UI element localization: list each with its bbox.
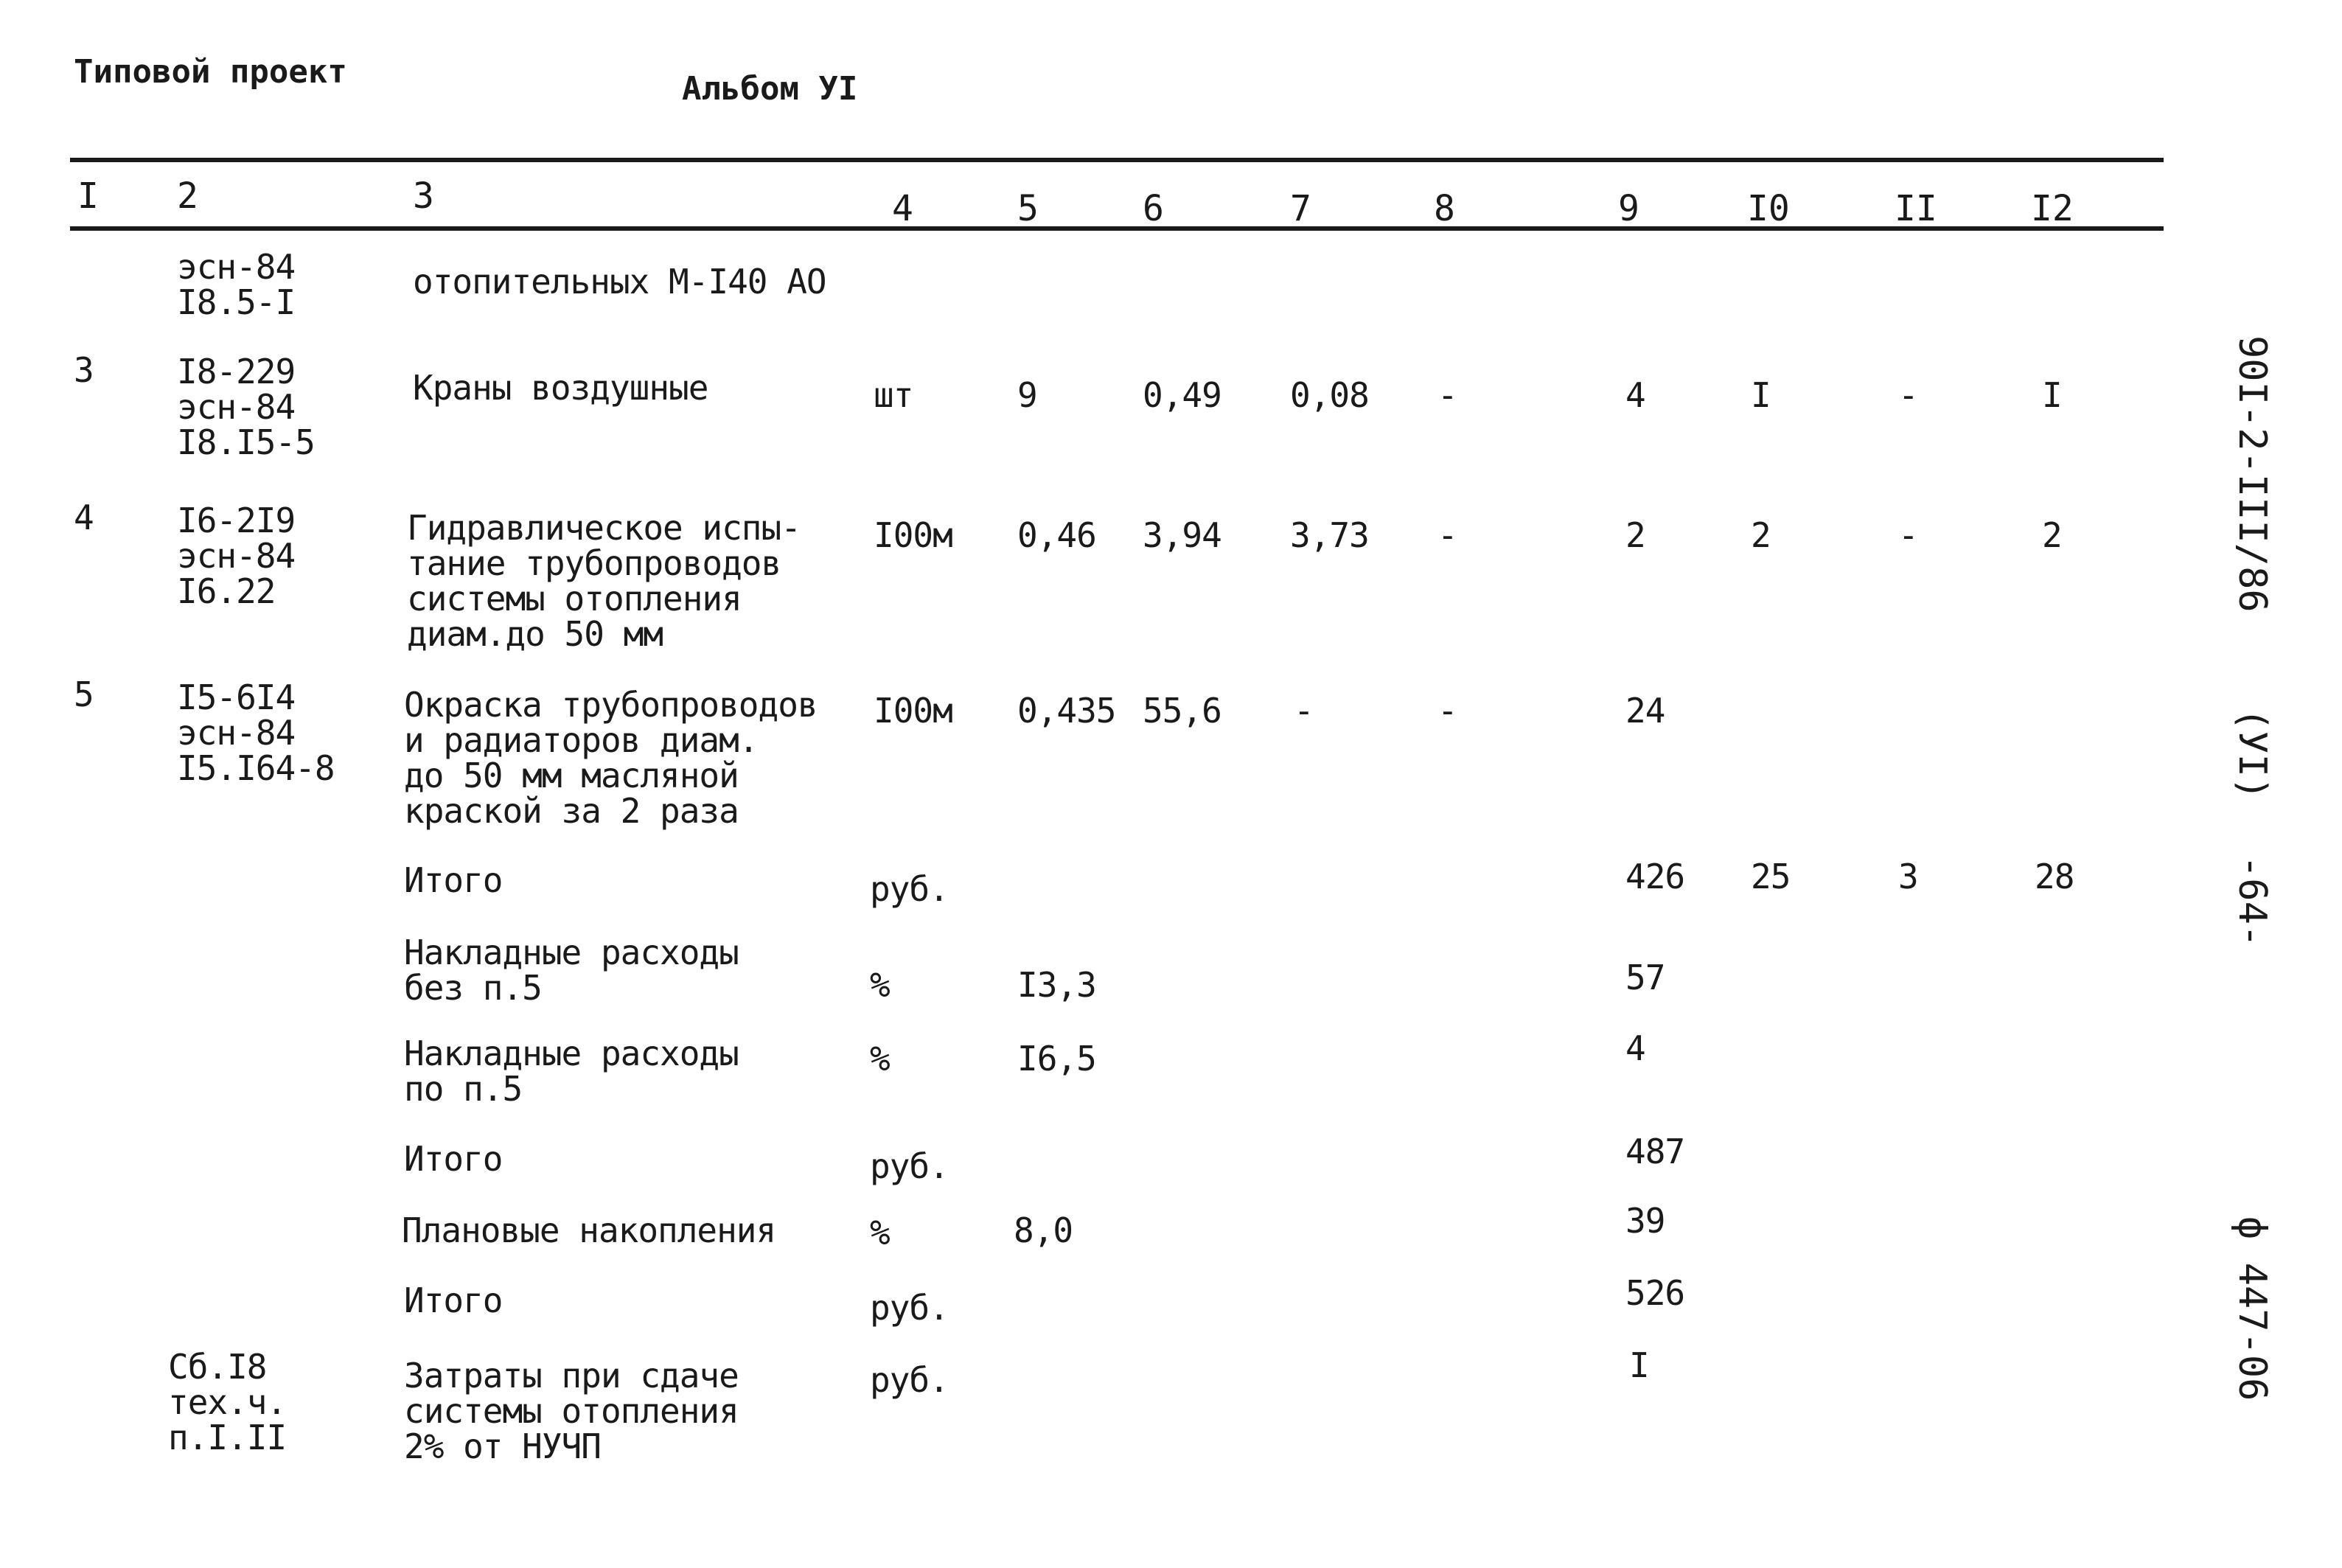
col-header: 2 [177, 175, 198, 217]
cell-col8: - [1437, 515, 1457, 555]
cell-col5: I6,5 [1017, 1039, 1096, 1079]
cell-col7: 0,08 [1290, 375, 1369, 415]
cell-col5: 0,46 [1017, 515, 1096, 555]
cell-col11: 3 [1898, 857, 1918, 896]
cell-code: I5-6I4 эсн-84 I5.I64-8 [177, 677, 335, 788]
cell-unit: руб. [870, 869, 949, 909]
cell-number: 3 [74, 350, 94, 390]
project-label: Типовой проект [74, 53, 347, 91]
col-header: 9 [1618, 188, 1639, 229]
cell-col9: 24 [1625, 691, 1665, 731]
cell-col11: - [1898, 515, 1918, 555]
cell-col12: 28 [2035, 857, 2074, 896]
cell-col6: 3,94 [1143, 515, 1221, 555]
cell-col7: 3,73 [1290, 515, 1369, 555]
cell-name: Гидравлическое испы- тание трубопроводов системы отопления диам.до 50 мм [407, 508, 801, 654]
cell-unit: % [870, 965, 890, 1005]
col-header: II [1895, 188, 1937, 229]
cell-name: Затраты при сдаче системы отопления 2% от НУЧП [404, 1356, 739, 1466]
margin-stamp-bottom: ф 447-06 [2230, 1216, 2274, 1401]
col-header: 5 [1017, 188, 1039, 229]
col-header: 3 [413, 175, 434, 217]
cell-name: Итого [404, 860, 503, 900]
cell-col6: 55,6 [1143, 691, 1221, 731]
margin-page-number: -64- [2230, 855, 2274, 948]
cell-unit: I00м [874, 515, 952, 555]
cell-col9: 57 [1625, 958, 1665, 997]
cell-col9: 4 [1625, 1028, 1645, 1068]
cell-col8: - [1437, 375, 1457, 415]
cell-unit: % [870, 1039, 890, 1079]
cell-number: 5 [74, 675, 94, 714]
cell-col9: 2 [1625, 515, 1645, 555]
cell-col5: I3,3 [1017, 965, 1096, 1005]
cell-code: эсн-84 I8.5-I [177, 247, 296, 322]
cell-col8: - [1437, 691, 1457, 731]
cell-unit: % [870, 1213, 890, 1252]
cell-col9: 426 [1625, 857, 1685, 896]
cell-col9: 487 [1625, 1132, 1685, 1171]
cell-name: Окраска трубопроводов и радиаторов диам. до 50 мм масляной краской за 2 раза [404, 685, 818, 831]
cell-col12: 2 [2042, 515, 2062, 555]
cell-col9: I [1629, 1345, 1649, 1385]
cell-name: Краны воздушные [413, 368, 708, 408]
cell-col9: 526 [1625, 1273, 1685, 1313]
cell-code: Сб.I8 тех.ч. п.I.II [168, 1347, 287, 1457]
cell-unit: руб. [870, 1146, 949, 1186]
col-header: I [77, 175, 99, 217]
header-rule [70, 226, 2164, 231]
cell-col12: I [2042, 375, 2062, 415]
margin-stamp-top: 90I-2-III/86 [2230, 335, 2274, 613]
cell-col9: 4 [1625, 375, 1645, 415]
cell-name: Плановые накопления [402, 1210, 776, 1250]
cell-col10: 2 [1751, 515, 1771, 555]
col-header: 8 [1434, 188, 1455, 229]
cell-col5: 8,0 [1014, 1210, 1073, 1250]
cell-unit: шт [874, 375, 913, 415]
cell-col7: - [1294, 691, 1314, 731]
cell-name: Итого [404, 1280, 503, 1320]
cell-col5: 9 [1017, 375, 1037, 415]
cell-unit: руб. [870, 1288, 949, 1328]
col-header: 4 [892, 188, 913, 229]
col-header: 7 [1290, 188, 1311, 229]
cell-unit: I00м [874, 691, 952, 731]
cell-code: I6-2I9 эсн-84 I6.22 [177, 501, 296, 611]
cell-name: Накладные расходы по п.5 [404, 1034, 739, 1109]
margin-stamp-mid: (УI) [2230, 708, 2274, 801]
cell-col10: I [1751, 375, 1771, 415]
cell-number: 4 [74, 498, 94, 537]
cell-unit: руб. [870, 1360, 949, 1400]
col-header: I2 [2031, 188, 2074, 229]
cell-name: Итого [404, 1139, 503, 1179]
cell-name: отопительных М-I40 АО [413, 262, 826, 302]
cell-col5: 0,435 [1017, 691, 1116, 731]
col-header: I0 [1747, 188, 1790, 229]
cell-col11: - [1898, 375, 1918, 415]
cell-code: I8-229 эсн-84 I8.I5-5 [177, 352, 315, 462]
cell-col6: 0,49 [1143, 375, 1221, 415]
cell-col10: 25 [1751, 857, 1791, 896]
album-label: Альбом УI [682, 70, 858, 108]
cell-col9: 39 [1625, 1201, 1665, 1241]
cell-name: Накладные расходы без п.5 [404, 933, 739, 1008]
col-header: 6 [1143, 188, 1164, 229]
top-rule [70, 158, 2164, 162]
